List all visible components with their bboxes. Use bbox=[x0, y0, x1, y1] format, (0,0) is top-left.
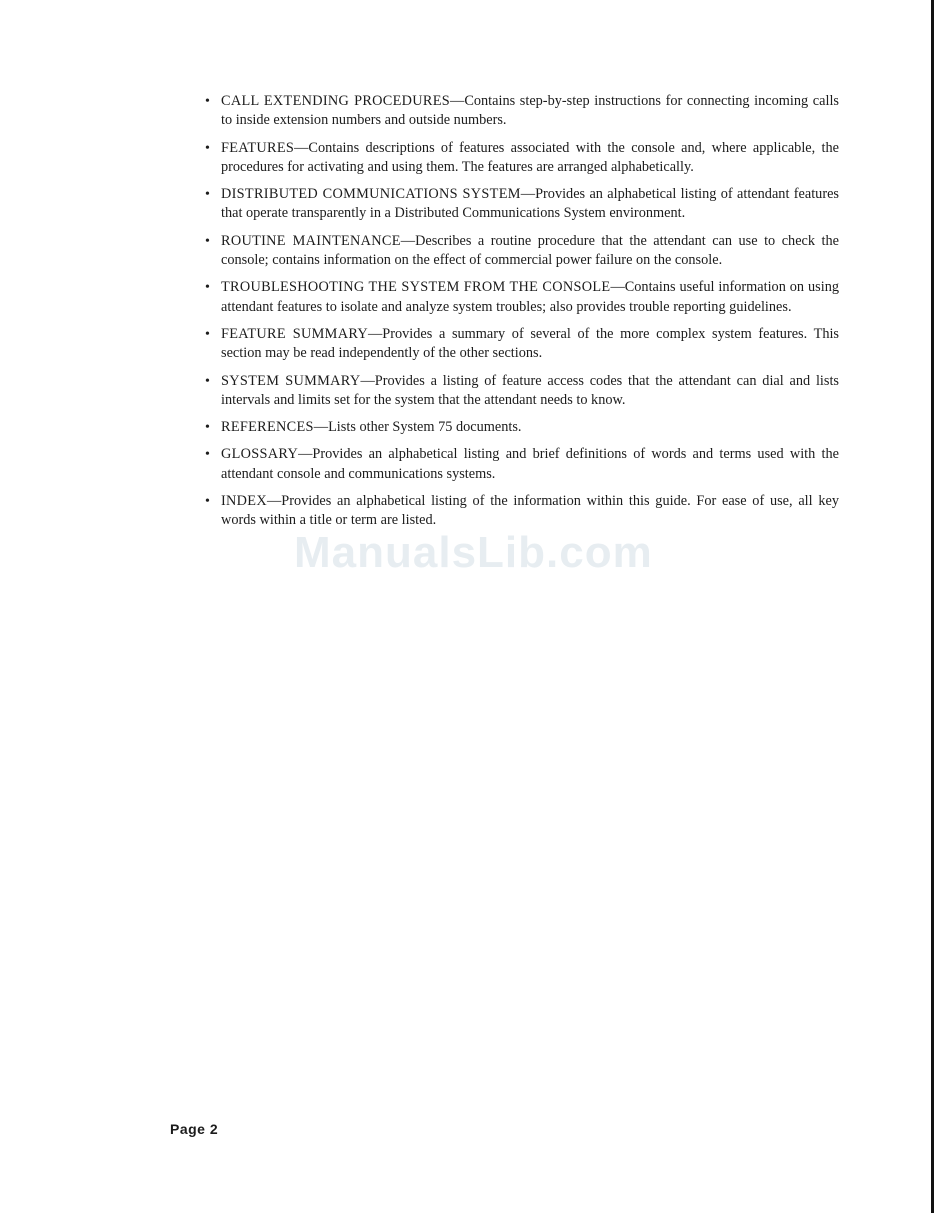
item-description: Contains step-by-step instructions for connecting incoming calls to inside extension numbers and outside numbers. bbox=[221, 93, 839, 129]
item-separator: — bbox=[313, 419, 329, 436]
watermark: ManualsLib.com bbox=[294, 528, 653, 577]
item-heading: FEATURE SUMMARY bbox=[221, 325, 368, 342]
item-description: Provides an alphabetical listing and brief definitions of words and terms used with the attendant console and communications systems. bbox=[221, 446, 839, 482]
item-heading: INDEX bbox=[221, 493, 267, 510]
list-item bbox=[203, 418, 839, 437]
item-separator: — bbox=[610, 279, 625, 296]
bullet-icon: • bbox=[205, 140, 210, 156]
page-edge-line bbox=[931, 0, 934, 1213]
item-heading: GLOSSARY bbox=[221, 446, 299, 463]
item-separator: — bbox=[294, 139, 309, 156]
item-description: Contains descriptions of features associated with the console and, where applicable, the procedures for activating and using them. The features are arranged alphabetically. bbox=[221, 139, 839, 175]
list-item bbox=[203, 325, 839, 364]
item-heading: FEATURES bbox=[221, 139, 295, 156]
item-heading: CALL EXTENDING PROCEDURES bbox=[221, 93, 451, 109]
list-item bbox=[203, 372, 839, 411]
item-description: Provides an alphabetical listing of attendant features that operate transparently in a Distributed Communications System environment. bbox=[221, 186, 840, 222]
bullet-icon: • bbox=[205, 494, 210, 510]
bullet-icon: • bbox=[205, 233, 210, 249]
item-description: Provides a listing of feature access codes that the attendant can dial and lists intervals and limits set for the system that the attendant needs to know. bbox=[221, 372, 839, 408]
item-separator: — bbox=[368, 325, 383, 342]
bullet-icon: • bbox=[205, 187, 210, 203]
bullet-icon: • bbox=[205, 373, 210, 389]
item-description: Provides an alphabetical listing of the information within this guide. For ease of use, all key words within a title or term are listed. bbox=[221, 493, 839, 529]
section-list bbox=[203, 92, 839, 539]
item-heading: TROUBLESHOOTING THE SYSTEM FROM THE CONSOLE bbox=[221, 279, 611, 296]
item-heading: DISTRIBUTED COMMUNICATIONS SYSTEM bbox=[221, 186, 521, 203]
item-description: Lists other System 75 documents. bbox=[328, 419, 522, 436]
item-separator: — bbox=[266, 493, 282, 510]
item-separator: — bbox=[450, 93, 465, 109]
list-item bbox=[203, 185, 839, 224]
item-separator: — bbox=[360, 372, 375, 389]
item-heading: SYSTEM SUMMARY bbox=[221, 372, 361, 389]
item-separator: — bbox=[400, 232, 416, 249]
list-item bbox=[203, 278, 839, 317]
item-heading: ROUTINE MAINTENANCE bbox=[221, 232, 401, 249]
page-number: Page 2 bbox=[170, 1121, 219, 1137]
item-description: Provides a summary of several of the more complex system features. This section may be read independently of the other sections. bbox=[221, 325, 840, 362]
list-item bbox=[203, 492, 839, 531]
bullet-icon: • bbox=[205, 94, 210, 109]
list-item bbox=[203, 92, 839, 131]
list-item bbox=[203, 232, 839, 271]
list-item bbox=[203, 445, 839, 484]
item-separator: — bbox=[520, 186, 536, 203]
bullet-icon: • bbox=[205, 447, 210, 463]
bullet-icon: • bbox=[205, 326, 210, 342]
item-description: Contains useful information on using attendant features to isolate and analyze system troubles; also provides trouble reporting guidelines. bbox=[221, 279, 839, 315]
list-item bbox=[203, 139, 839, 178]
bullet-icon: • bbox=[205, 420, 210, 436]
bullet-icon: • bbox=[205, 280, 210, 296]
item-description: Describes a routine procedure that the attendant can use to check the console; contains information on the effect of commercial power failure on the console. bbox=[221, 232, 839, 269]
item-heading: REFERENCES bbox=[221, 419, 314, 436]
item-separator: — bbox=[298, 446, 313, 463]
